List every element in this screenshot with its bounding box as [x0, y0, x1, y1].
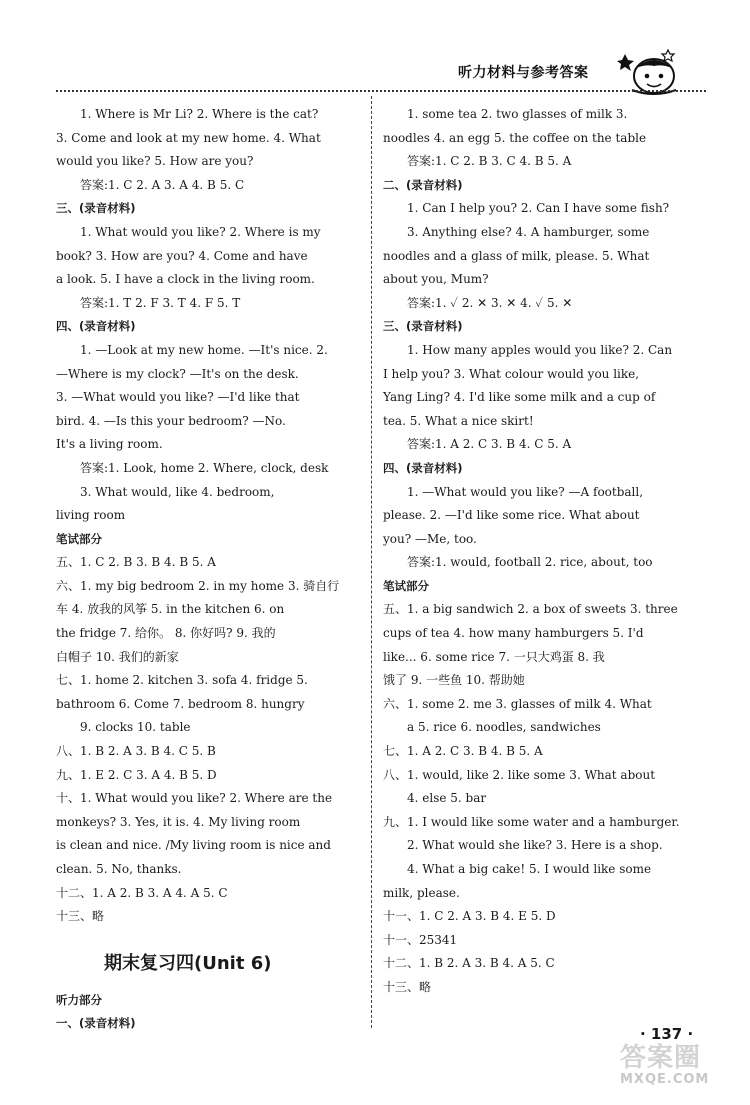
text-line: 3. —What would you like? —I'd like that [56, 390, 300, 405]
left-column [56, 103, 358, 1036]
text-line: 3. Anything else? 4. A hamburger, some [407, 224, 650, 239]
answer-line: 五、1. a big sandwich 2. a box of sweets 3. three [383, 602, 678, 617]
answer-line: 4. What a big cake! 5. I would like some [407, 862, 652, 876]
answer-line: 答案:1. ✓ 2. ✕ 3. ✕ 4. ✓ 5. ✕ [407, 295, 573, 310]
answer-line: 9. clocks 10. table [80, 720, 191, 735]
text-line: please. 2. —I'd like some rice. What about [383, 508, 640, 523]
header-divider [56, 90, 706, 92]
section-heading: 二、(录音材料) [383, 177, 463, 192]
section-heading: 笔试部分 [383, 578, 429, 593]
answer-line: 十、1. What would you like? 2. Where are the [56, 791, 333, 806]
right-column [383, 103, 679, 1000]
watermark [620, 1044, 709, 1087]
section-heading: 听力部分 [56, 992, 102, 1007]
answer-line: 九、1. I would like some water and a hamburger. [383, 814, 680, 829]
answer-line: cups of tea 4. how many hamburgers 5. I'd [383, 626, 644, 641]
text-line: book? 3. How are you? 4. Come and have [56, 248, 308, 263]
text-line: I help you? 3. What colour would you like, [383, 366, 640, 381]
text-line: 1. Where is Mr Li? 2. Where is the cat? [80, 107, 319, 121]
section-heading: 三、(录音材料) [56, 201, 136, 216]
answer-line: 九、1. E 2. C 3. A 4. B 5. D [56, 767, 217, 782]
answer-line: clean. 5. No, thanks. [56, 862, 182, 876]
text-line: noodles and a glass of milk, please. 5. What [383, 248, 650, 263]
answer-line: bathroom 6. Come 7. bedroom 8. hungry [56, 696, 305, 711]
text-line: Yang Ling? 4. I'd like some milk and a cup of [383, 390, 656, 405]
section-heading: 一、(录音材料) [56, 1016, 136, 1031]
answer-line: monkeys? 3. Yes, it is. 4. My living room [56, 814, 301, 829]
answer-line: milk, please. [383, 885, 460, 900]
answer-line: 答案:1. A 2. C 3. B 4. C 5. A [407, 437, 572, 452]
text-line: would you like? 5. How are you? [56, 154, 254, 169]
answer-line: 六、1. some 2. me 3. glasses of milk 4. What [383, 696, 652, 711]
text-line: bird. 4. —Is this your bedroom? —No. [56, 413, 286, 428]
unit-heading: 期末复习四(Unit 6) [104, 952, 272, 974]
answer-line: like... 6. some rice 7. 一只大鸡蛋 8. 我 [383, 649, 605, 664]
answer-line: 2. What would she like? 3. Here is a shop. [407, 838, 663, 853]
section-heading: 四、(录音材料) [383, 460, 463, 475]
answer-line: 七、1. home 2. kitchen 3. sofa 4. fridge 5. [56, 673, 308, 688]
text-line: a look. 5. I have a clock in the living room. [56, 272, 315, 287]
text-line: you? —Me, too. [383, 531, 477, 546]
text-line: —Where is my clock? —It's on the desk. [56, 366, 299, 381]
answer-line: 答案:1. C 2. A 3. A 4. B 5. C [80, 177, 245, 192]
answer-line: 十二、1. A 2. B 3. A 4. A 5. C [56, 885, 228, 900]
answer-line: 答案:1. Look, home 2. Where, clock, desk [80, 460, 329, 475]
text-line: 1. —Look at my new home. —It's nice. 2. [80, 342, 328, 357]
answer-line: 十二、1. B 2. A 3. B 4. A 5. C [383, 956, 555, 971]
answer-line: 车 4. 放我的风筝 5. in the kitchen 6. on [56, 602, 285, 617]
text-line: tea. 5. What a nice skirt! [383, 413, 534, 428]
answer-line: a 5. rice 6. noodles, sandwiches [407, 720, 601, 735]
answer-line: 十三、略 [56, 909, 105, 924]
section-heading: 四、(录音材料) [56, 319, 136, 334]
answer-line: 八、1. would, like 2. like some 3. What about [383, 767, 656, 782]
watermark-url: MXQE.COM [620, 1072, 710, 1087]
answer-line: living room [56, 508, 126, 523]
answer-line: 八、1. B 2. A 3. B 4. C 5. B [56, 744, 216, 759]
page-header-title: 听力材料与参考答案 [458, 65, 589, 81]
text-line: noodles 4. an egg 5. the coffee on the table [383, 130, 647, 145]
column-divider [371, 96, 372, 1028]
answer-line: 白帽子 10. 我们的新家 [56, 649, 179, 664]
watermark-logo: 答案圈 [620, 1043, 702, 1073]
text-line: 1. What would you like? 2. Where is my [80, 224, 321, 239]
answer-line: the fridge 7. 给你。 8. 你好吗? 9. 我的 [56, 626, 276, 641]
answer-line: 答案:1. C 2. B 3. C 4. B 5. A [407, 154, 572, 169]
text-line: It's a living room. [56, 437, 163, 452]
answer-line: 五、1. C 2. B 3. B 4. B 5. A [56, 555, 216, 570]
text-line: 1. How many apples would you like? 2. Can [407, 342, 673, 357]
answer-line: 十一、25341 [383, 932, 458, 947]
page-number: · 137 · [640, 1025, 694, 1043]
answer-line: 饿了 9. 一些鱼 10. 帮助她 [383, 673, 525, 688]
answer-line: 十三、略 [383, 979, 432, 994]
answer-line: 答案:1. would, football 2. rice, about, too [407, 555, 653, 570]
text-line: 3. Come and look at my new home. 4. What [56, 130, 321, 145]
text-line: 1. some tea 2. two glasses of milk 3. [407, 107, 628, 121]
answer-line: 六、1. my big bedroom 2. in my home 3. 骑自行 [56, 578, 340, 593]
section-heading: 笔试部分 [56, 531, 102, 546]
answer-line: 答案:1. T 2. F 3. T 4. F 5. T [80, 295, 241, 310]
answer-line: is clean and nice. /My living room is nice and [56, 838, 331, 853]
text-line: 1. Can I help you? 2. Can I have some fish? [407, 201, 670, 216]
answer-line: 十一、1. C 2. A 3. B 4. E 5. D [383, 909, 556, 924]
text-line: 1. —What would you like? —A football, [407, 484, 644, 499]
section-heading: 三、(录音材料) [383, 319, 463, 334]
answer-line: 七、1. A 2. C 3. B 4. B 5. A [383, 744, 543, 759]
answer-line: 3. What would, like 4. bedroom, [80, 484, 275, 499]
answer-line: 4. else 5. bar [407, 791, 487, 806]
text-line: about you, Mum? [383, 272, 489, 287]
